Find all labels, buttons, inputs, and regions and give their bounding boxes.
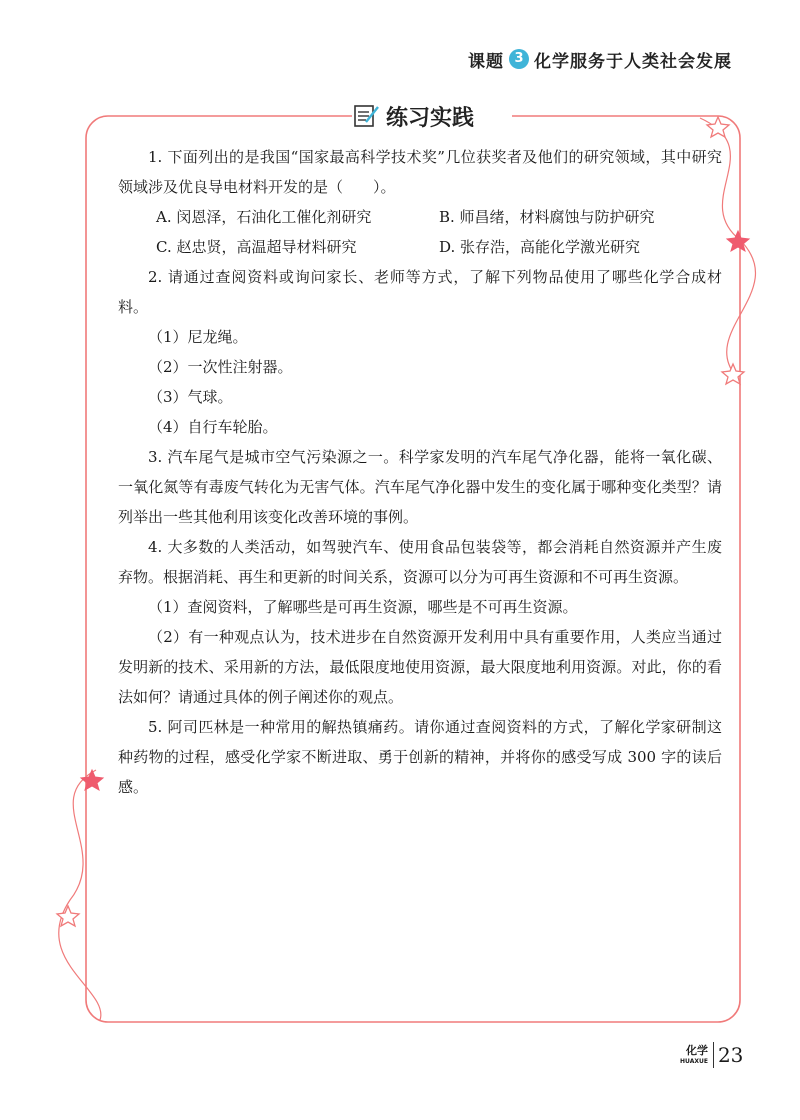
question-2-item: （3）气球。 <box>148 388 233 406</box>
question-4-stem: 4. 大多数的人类活动，如驾驶汽车、使用食品包装袋等，都会消耗自然资源并产生废弃物。根据消耗、再生和更新的时间关系，资源可以分为可再生资源和不可再生资源。 <box>118 538 722 586</box>
question-2-stem: 2. 请通过查阅资料或询问家长、老师等方式，了解下列物品使用了哪些化学合成材料。 <box>118 268 722 316</box>
option-a: A. 闵恩泽，石油化工催化剂研究 <box>156 208 372 226</box>
question-3-stem: 3. 汽车尾气是城市空气污染源之一。科学家发明的汽车尾气净化器，能将一氧化碳、一氧化氮等有毒废气转化为无害气体。汽车尾气净化器中发生的变化属于哪种变化类型？请列举出一些其他利用该变化改善环境的事例。 <box>118 448 722 526</box>
topic-number-badge: 3 <box>509 49 529 69</box>
question-4-item: （1）查阅资料，了解哪些是可再生资源，哪些是不可再生资源。 <box>148 598 578 616</box>
left-swirl-line <box>59 770 101 1020</box>
page-number: 23 <box>717 1043 744 1067</box>
question-5-stem: 5. 阿司匹林是一种常用的解热镇痛药。请你通过查阅资料的方式，了解化学家研制这种药物的过程，感受化学家不断进取、勇于创新的精神，并将你的感受写成 300 字的读后感。 <box>118 718 722 796</box>
notebook-pencil-icon <box>352 102 380 130</box>
section-title-text: 练习实践 <box>386 105 475 131</box>
option-d: D. 张存浩，高能化学激光研究 <box>439 238 641 256</box>
subject-pinyin: HUAXUE <box>680 1057 708 1065</box>
question-2-item: （1）尼龙绳。 <box>148 328 248 346</box>
subject-label <box>680 1042 714 1068</box>
question-1-options <box>118 202 722 262</box>
header-title: 化学服务于人类社会发展 <box>534 51 732 72</box>
page-footer <box>680 1042 743 1068</box>
section-title <box>352 96 512 136</box>
star-outline-icon <box>707 117 729 137</box>
option-b: B. 师昌绪，材料腐蚀与防护研究 <box>439 208 655 226</box>
star-filled-icon <box>81 770 103 790</box>
question-2-item: （4）自行车轮胎。 <box>148 418 278 436</box>
question-4-item: （2）有一种观点认为，技术进步在自然资源开发利用中具有重要作用，人类应当通过发明新的技术、采用新的方法，最低限度地使用资源，最大限度地利用资源。对此，你的看法如何？请通过具体的例子阐述你的观点。 <box>118 628 722 706</box>
option-c: C. 赵忠贤，高温超导材料研究 <box>156 238 357 256</box>
exercise-content <box>118 142 722 802</box>
subject-name: 化学 <box>685 1043 708 1057</box>
header-prefix: 课题 <box>468 51 504 72</box>
question-1-stem: 1. 下面列出的是我国“国家最高科学技术奖”几位获奖者及他们的研究领域，其中研究领域涉及优良导电材料开发的是（ ）。 <box>118 148 722 196</box>
star-filled-icon <box>727 231 749 251</box>
question-2-item: （2）一次性注射器。 <box>148 358 293 376</box>
